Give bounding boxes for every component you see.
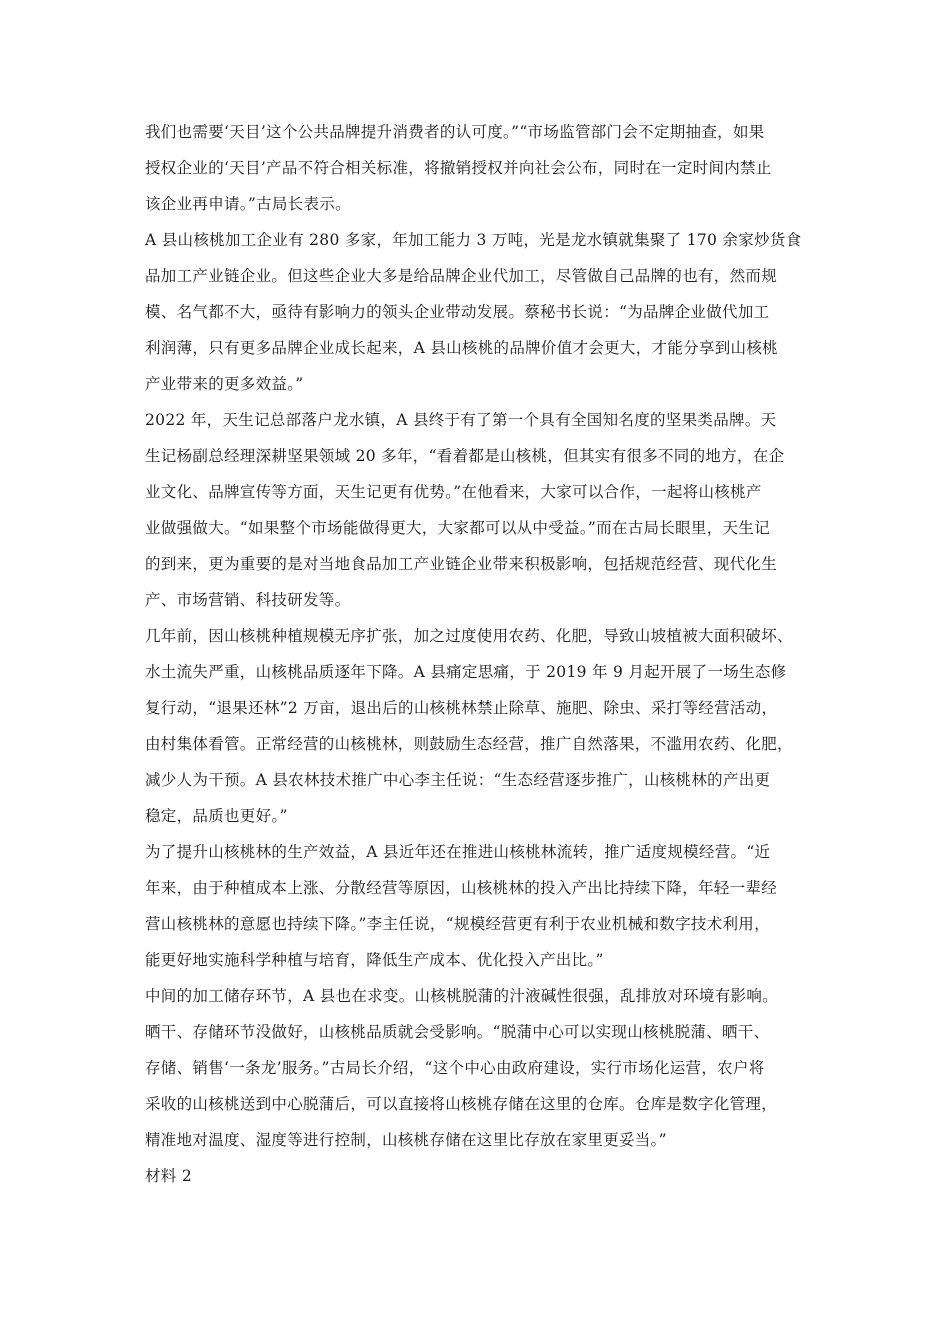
text-line: 能更好地实施科学种植与培育，降低生产成本、优化投入产出比。” <box>145 951 604 969</box>
text-line: A 县山核桃加工企业有 280 多家，年加工能力 3 万吨，光是龙水镇就集聚了 170 余家炒货食 <box>145 231 802 249</box>
text-line: 品加工产业链企业。但这些企业大多是给品牌企业代加工，尽管做自己品牌的也有，然而规 <box>145 267 778 285</box>
text-line: 的到来，更为重要的是对当地食品加工产业链企业带来积极影响，包括规范经营、现代化生 <box>145 555 778 573</box>
section-heading: 材料 2 <box>145 1167 192 1185</box>
text-line: 中间的加工储存环节，A 县也在求变。山核桃脱蒲的汁液碱性很强，乱排放对环境有影响。 <box>145 987 778 1005</box>
text-line: 业做强做大。“如果整个市场能做得更大，大家都可以从中受益。”而在古局长眼里，天生记 <box>145 519 770 537</box>
text-line: 晒干、存储环节没做好，山核桃品质就会受影响。“脱蒲中心可以实现山核桃脱蒲、晒干、 <box>145 1023 770 1041</box>
text-line: 为了提升山核桃林的生产效益，A 县近年还在推进山核桃林流转，推广适度规模经营。“近 <box>145 843 771 861</box>
text-line: 由村集体看管。正常经营的山核桃林，则鼓励生态经营，推广自然落果，不滥用农药、化肥， <box>145 735 793 753</box>
text-line: 稳定，品质也更好。” <box>145 807 288 825</box>
text-line: 精准地对温度、湿度等进行控制，山核桃存储在这里比存放在家里更妥当。” <box>145 1131 667 1149</box>
text-line: 2022 年，天生记总部落户龙水镇，A 县终于有了第一个具有全国知名度的坚果类品牌。天 <box>145 411 777 429</box>
text-line: 业文化、品牌宣传等方面，天生记更有优势。”在他看来，大家可以合作，一起将山核桃产 <box>145 483 762 501</box>
text-line: 年来，由于种植成本上涨、分散经营等原因，山核桃林的投入产出比持续下降，年轻一辈经 <box>145 879 778 897</box>
text-line: 产业带来的更多效益。” <box>145 375 304 393</box>
text-line: 水土流失严重，山核桃品质逐年下降。A 县痛定思痛，于 2019 年 9 月起开展了一场生态修 <box>145 663 787 681</box>
text-line: 授权企业的‘天目’产品不符合相关标准，将撤销授权并向社会公布，同时在一定时间内禁止 <box>145 159 772 177</box>
text-line: 复行动，“退果还林”2 万亩，退出后的山核桃林禁止除草、施肥、除虫、采打等经营活动， <box>145 699 778 717</box>
text-line: 存储、销售‘一条龙’服务。”古局长介绍，“这个中心由政府建设，实行市场化运营，农户将 <box>145 1059 765 1077</box>
text-line: 我们也需要‘天目’这个公共品牌提升消费者的认可度。”“市场监管部门会不定期抽查，如果 <box>145 123 765 141</box>
text-line: 该企业再申请。”古局长表示。 <box>145 195 351 213</box>
text-line: 减少人为干预。A 县农林技术推广中心李主任说：“生态经营逐步推广，山核桃林的产出更 <box>145 771 771 789</box>
text-line: 模、名气都不大，亟待有影响力的领头企业带动发展。蔡秘书长说：“为品牌企业做代加工 <box>145 303 770 321</box>
text-line: 营山核桃林的意愿也持续下降。”李主任说，“规模经营更有利于农业机械和数字技术利用， <box>145 915 770 933</box>
text-line: 产、市场营销、科技研发等。 <box>145 591 351 609</box>
text-line: 采收的山核桃送到中心脱蒲后，可以直接将山核桃存储在这里的仓库。仓库是数字化管理， <box>145 1095 778 1113</box>
text-line: 生记杨副总经理深耕坚果领域 20 多年，“看着都是山核桃，但其实有很多不同的地方，在企 <box>145 447 785 465</box>
text-line: 利润薄，只有更多品牌企业成长起来，A 县山核桃的品牌价值才会更大，才能分享到山核桃 <box>145 339 778 357</box>
text-line: 几年前，因山核桃种植规模无序扩张，加之过度使用农药、化肥，导致山坡植被大面积破坏、 <box>145 627 793 645</box>
